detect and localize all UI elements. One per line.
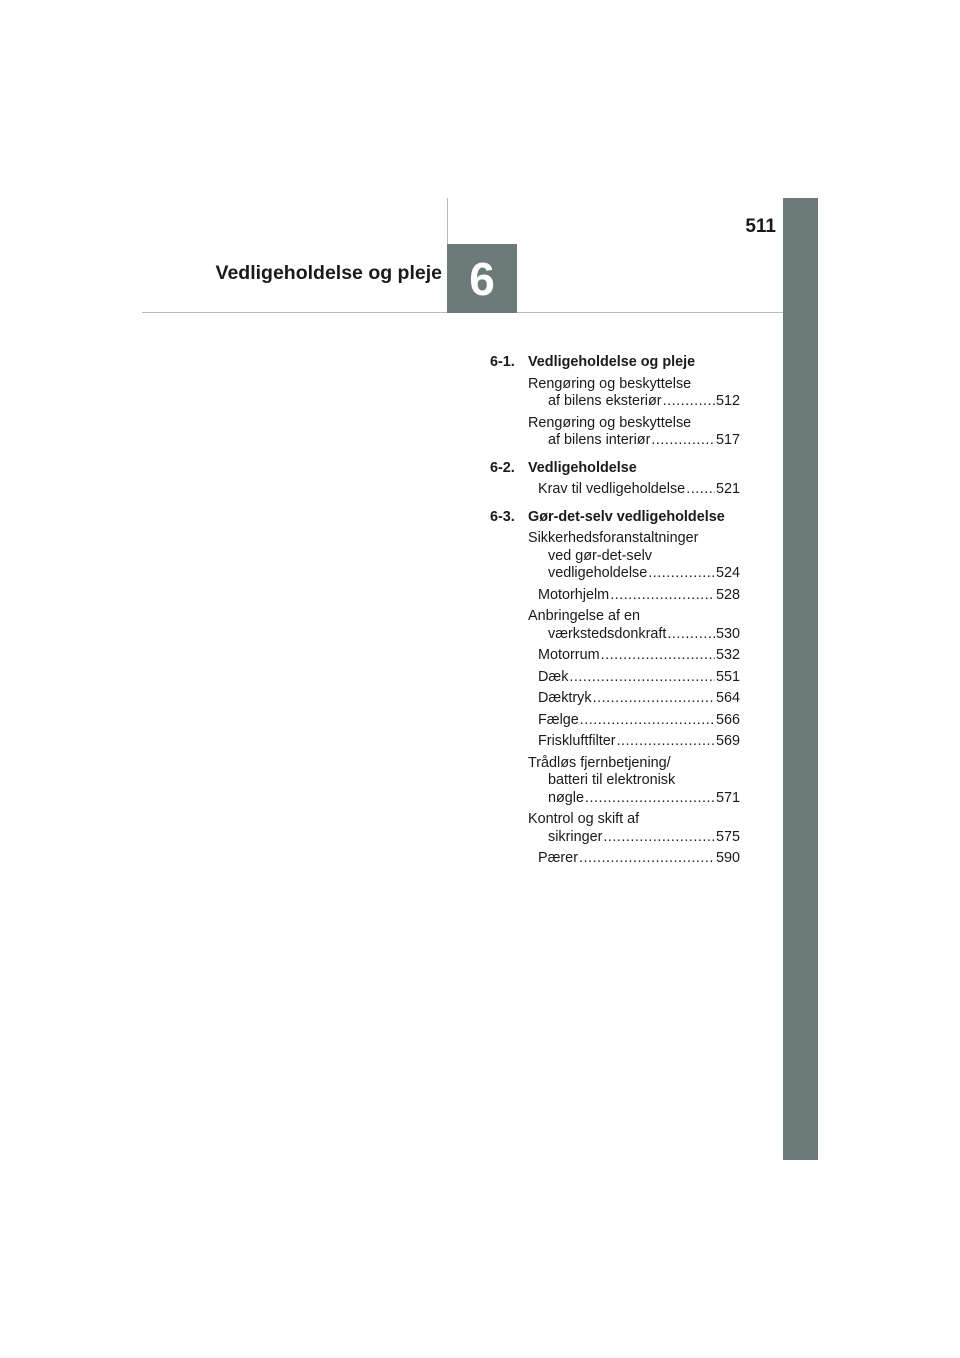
toc-entry-page: 530 bbox=[715, 625, 740, 642]
toc-section bbox=[490, 460, 740, 478]
toc-entry-page: 566 bbox=[715, 711, 740, 728]
toc-entry-last-line bbox=[538, 690, 740, 708]
toc-entry-title: værkstedsdonkraft bbox=[548, 625, 667, 642]
toc-entry[interactable] bbox=[528, 690, 740, 708]
toc-entry-last-line bbox=[538, 850, 740, 868]
toc-entry-title: Pærer bbox=[538, 850, 578, 866]
toc-entry[interactable] bbox=[528, 811, 740, 846]
toc-entry[interactable] bbox=[528, 733, 740, 751]
toc-entry-title: sikringer bbox=[548, 828, 603, 845]
toc-entry[interactable] bbox=[528, 587, 740, 605]
toc-entry-title: Dæk bbox=[538, 668, 569, 685]
toc-entry-title: Fælge bbox=[538, 711, 579, 728]
toc-entry[interactable] bbox=[528, 481, 740, 499]
toc-leader-dots bbox=[686, 481, 715, 499]
toc-entry-last-line bbox=[538, 432, 740, 450]
toc-entry-page: 564 bbox=[715, 690, 740, 706]
toc-leader-dots bbox=[610, 587, 715, 605]
toc-leader-dots bbox=[651, 432, 715, 450]
toc-entry[interactable] bbox=[528, 415, 740, 450]
page-number: 511 bbox=[745, 216, 776, 237]
toc-entry-page: 512 bbox=[715, 393, 740, 409]
toc-leader-dots bbox=[663, 393, 715, 411]
toc-entry[interactable] bbox=[528, 712, 740, 730]
toc-entry-page: 575 bbox=[715, 828, 740, 845]
toc-entry-title: Motorhjelm bbox=[538, 586, 610, 603]
toc-entry-page: 521 bbox=[715, 481, 740, 497]
toc-leader-dots bbox=[667, 626, 715, 644]
toc-entry-last-line bbox=[538, 790, 740, 808]
toc-entry-title: nøgle bbox=[548, 789, 584, 806]
toc-entry-last-line bbox=[538, 393, 740, 411]
toc-leader-dots bbox=[593, 690, 715, 708]
toc-leader-dots bbox=[579, 850, 715, 868]
toc-entry[interactable] bbox=[528, 850, 740, 868]
toc-leader-dots bbox=[580, 712, 715, 730]
toc-entry-last-line bbox=[538, 829, 740, 847]
toc-entry[interactable] bbox=[528, 608, 740, 643]
toc-entry-last-line bbox=[538, 647, 740, 665]
toc-entry-line: Sikkerhedsforanstaltninger bbox=[528, 530, 699, 546]
toc-entry-line: batteri til elektronisk bbox=[548, 772, 676, 788]
toc-entry-title: Krav til vedligeholdelse bbox=[538, 481, 686, 497]
toc-entry-last-line bbox=[538, 565, 740, 583]
toc-entry-page: 569 bbox=[715, 733, 740, 749]
table-of-contents bbox=[490, 354, 740, 872]
toc-entry[interactable] bbox=[528, 755, 740, 808]
chapter-number-box: 6 bbox=[447, 244, 517, 313]
toc-leader-dots bbox=[601, 647, 715, 665]
toc-section-number: 6-3. bbox=[490, 508, 515, 525]
toc-entry[interactable] bbox=[528, 669, 740, 687]
toc-entry-last-line bbox=[538, 733, 740, 751]
toc-entry-title: Dæktryk bbox=[538, 690, 592, 706]
toc-entry-title: vedligeholdelse bbox=[548, 565, 648, 581]
toc-entry-page: 528 bbox=[715, 586, 740, 603]
toc-entry-line: Anbringelse af en bbox=[528, 608, 641, 624]
toc-section-number: 6-2. bbox=[490, 459, 515, 476]
toc-section bbox=[490, 354, 740, 372]
toc-entry-line: ved gør-det-selv bbox=[548, 547, 652, 564]
toc-section-title: Vedligeholdelse bbox=[528, 459, 637, 476]
toc-entry-last-line bbox=[538, 626, 740, 644]
toc-entry-page: 571 bbox=[715, 789, 740, 806]
toc-entry-last-line bbox=[538, 669, 740, 687]
toc-entry-last-line bbox=[538, 712, 740, 730]
toc-section-title: Gør-det-selv vedligeholdelse bbox=[528, 508, 725, 525]
toc-entry-title: af bilens eksteriør bbox=[548, 393, 662, 409]
toc-entry[interactable] bbox=[528, 647, 740, 665]
chapter-side-tab bbox=[783, 198, 818, 1160]
header-divider-vertical bbox=[447, 198, 448, 244]
toc-section-number: 6-1. bbox=[490, 354, 515, 370]
toc-entry-title: Friskluftfilter bbox=[538, 733, 616, 749]
toc-entry-page: 532 bbox=[715, 647, 740, 663]
toc-entry-line: Rengøring og beskyttelse bbox=[528, 414, 692, 431]
toc-entry-title: Motorrum bbox=[538, 647, 600, 663]
toc-entry-page: 590 bbox=[715, 850, 740, 866]
toc-entry-page: 551 bbox=[715, 668, 740, 685]
toc-section-title: Vedligeholdelse og pleje bbox=[528, 354, 696, 370]
toc-entry-last-line bbox=[538, 587, 740, 605]
toc-entry-page: 524 bbox=[715, 565, 740, 581]
toc-leader-dots bbox=[603, 829, 715, 847]
chapter-title: Vedligeholdelse og pleje bbox=[215, 262, 442, 284]
toc-leader-dots bbox=[585, 790, 715, 808]
toc-entry-line: Kontrol og skift af bbox=[528, 811, 640, 827]
toc-entry-last-line bbox=[538, 481, 740, 499]
toc-entry-line: Trådløs fjernbetjening/ bbox=[528, 754, 671, 771]
toc-leader-dots bbox=[617, 733, 715, 751]
toc-entry[interactable] bbox=[528, 376, 740, 411]
toc-entry[interactable] bbox=[528, 530, 740, 583]
toc-leader-dots bbox=[648, 565, 715, 583]
toc-entry-title: af bilens interiør bbox=[548, 432, 651, 448]
toc-entry-line: Rengøring og beskyttelse bbox=[528, 375, 692, 392]
toc-section bbox=[490, 509, 740, 527]
toc-entry-page: 517 bbox=[715, 432, 740, 448]
toc-leader-dots bbox=[569, 669, 715, 687]
